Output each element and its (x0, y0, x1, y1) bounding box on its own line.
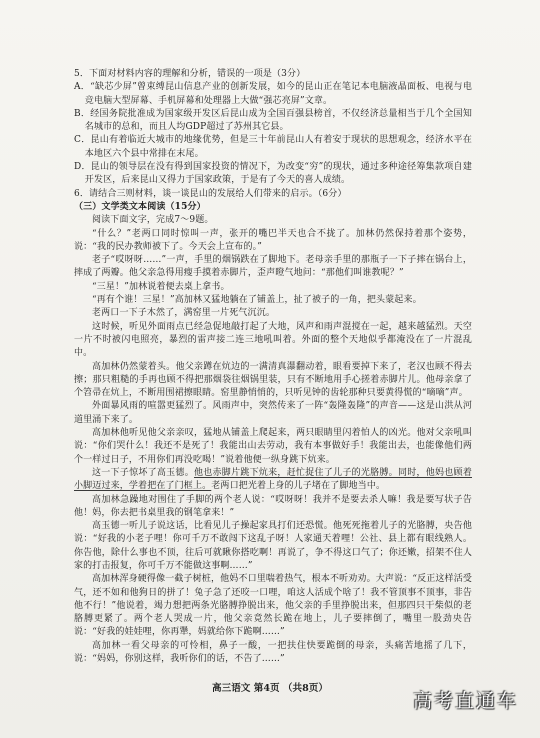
story-paragraph: 高加林急躁地对围住了手脚的两个老人说：“哎呀呀！我并不是要去杀人嘛！我是要写状子告他！妈，你去把书桌里我的钢笔拿来！” (74, 494, 472, 518)
story-paragraph: 老两口一下子木然了，满窑里一片死气沉沉。 (92, 308, 276, 319)
section-title: （三）文学类文本阅读（15分） (74, 201, 206, 212)
story-sentence: 老两口把光着上身的儿子堵在了脚地当中。 (211, 481, 386, 492)
question-5-option-d: D．昆山的领导层在没有得到国家投资的情况下，为改变“穷”的现状，通过多种途径筹集款项自建开发区，后来昆山又得力于国家政策，于是有了今天的喜人成绩。 (74, 162, 472, 186)
story-paragraph: “再有个谁！三星！”高加林又猛地躺在了铺盖上，扯了被子的一角，把头蒙起来。 (92, 295, 422, 306)
question-6-stem: 6．请结合三则材料，谈一谈昆山的发展给人们带来的启示。（6分） (74, 188, 347, 199)
section-instruction: 阅读下面文字，完成7～9题。 (92, 215, 214, 226)
question-5-option-b: B．经国务院批准成为国家级开发区后昆山成为全国百强县榜首，不仅经济总量相当于几个全国知名城市的总和，而且人均GDP超过了苏州其它县。 (74, 108, 472, 133)
story-paragraph: 高加林他听见他父亲亲叹，猛地从铺盖上爬起来，两只眼睛里闪着怕人的凶光。他对父亲吼叫说：“你们哭什么！我还不是死了！我能出山去劳动，我有本事做好手！我能出去，也能像他们两个一样过日子，不用你们再没吃喝！”说着他便一纵身跳下炕来。 (74, 428, 472, 465)
story-paragraph (74, 467, 472, 494)
question-5-option-c: C．昆山有着临近大城市的地缘优势，但是三十年前昆山人有着安于现状的思想观念，经济水平在本地区六个县中常排在末尾。 (74, 135, 472, 159)
story-paragraph: 这时候，听见外面雨点已经急促地敲打起了大地，风声和雨声混搅在一起，越来越猛烈。天空一片不时被闪电照亮，暴烈的雷声接二连三地吼叫着。外面的整个天地似乎都淹没在了一片混乱中。 (74, 321, 472, 359)
story-paragraph: 高加林浑身硬得像一截子树桩，他妈不口里喘着热气，根本不听劝劝。大声说：“反正这样活受气，还不如和他狗日的拼了！兔子急了还咬一口哩，咱这人活成个啥了！我不管顶事不顶事，非告他不行！”他说着，竭力想把两条光胳膊挣脱出来，他父亲的手里挣脱出来，但那四只干柴似的老胳膊更紧了。两个老人哭成一片，他父亲竟然长跪在地上，儿子要摔倒了，嘴里一股劲央告说：“好我的娃娃哩，你再犟，妈就给你下跪啊……” (74, 574, 472, 638)
watermark-logo: 高考直通车 (412, 690, 518, 712)
story-paragraph: 高玉德一听儿子说这话，比看见儿子操起家具打们还恐慌。他死死拖着儿子的光胳膊，央告他说：“好我的小老子哩！你可千万不敢闯下这乱子呀！人家通天着哩！公社、县上都有眼线熟人。你告他，除什么事也不顶，往后可就瞅你搭吃啊！再说了，争不得这口气了；你还嫩，招架不住人家的打击报复，你可千万不能做这事啊……” (74, 521, 472, 571)
story-paragraph: 外面暴风雨的喧嚣更猛烈了。风雨声中，突然传来了一阵“轰隆轰隆”的声音——这是山洪从河道里涌下来了。 (74, 401, 472, 425)
story-paragraph: 高加林一看父母亲的可怜相，鼻子一酸，一把扶住快要跪倒的母亲，头痛苦地摇了几下，说：“妈妈，你别这样，我听你们的话，不告了……” (74, 640, 472, 665)
question-5-option-a: A．“缺芯少屏”曾束缚昆山信息产业的创新发展，如今的昆山正在笔记本电脑液晶面板、电视与电竞电脑大型屏幕、手机屏幕和处理器上大做“强芯亮屏”文章。 (74, 82, 472, 106)
story-sentence: 这一下子惊坏了高玉德。 (92, 467, 194, 478)
page-footer: 高三语文 第4页 （共8页） (212, 683, 328, 694)
story-paragraph: “什么？”老两口同时惊叫一声，张开的嘴巴半天也合不拢了。加林仍然保持着那个姿势，说：“我的民办教师被下了。今天会上宣布的。” (74, 228, 472, 252)
story-paragraph: 高加林仍然蒙着头。他父亲蹲在炕边的一满清真瀑翻动着，眼看要掉下来了，老汉也顾不得去擦；那只粗糙的手再也顾不得把那烟袋往烟锅里装，只有不断地用手心搓着赤脚片儿。他母亲拿了个笤帚在炕上，不断用围裙擦眼睛。窑里静悄悄的，只听见钟的齿轮那种只要黄得慌的“嘀嘀”声。 (74, 361, 472, 399)
underlined-sentence: 他也赤脚片跳下炕来，赶忙捉住了儿子的光胳膊。同时，他妈也顾着小脚迈过来，学着把在了门框上。 (74, 467, 472, 492)
story-paragraph: “三星！”加林说着便去桌上拿书。 (92, 281, 230, 292)
question-5-stem: 5．下面对材料内容的理解和分析，错误的一项是（3分） (74, 69, 306, 79)
story-paragraph: 老子“哎呀呀……”一声，手里的烟锅跌在了脚地下。老母亲手里的那瓶子一下子摔在锅台上，摔成了两瓣。他父亲急得用瘦手摸着赤脚片，歪声瞪气地问：“那他们叫谁教呢？” (74, 255, 472, 279)
page-content (74, 68, 472, 666)
